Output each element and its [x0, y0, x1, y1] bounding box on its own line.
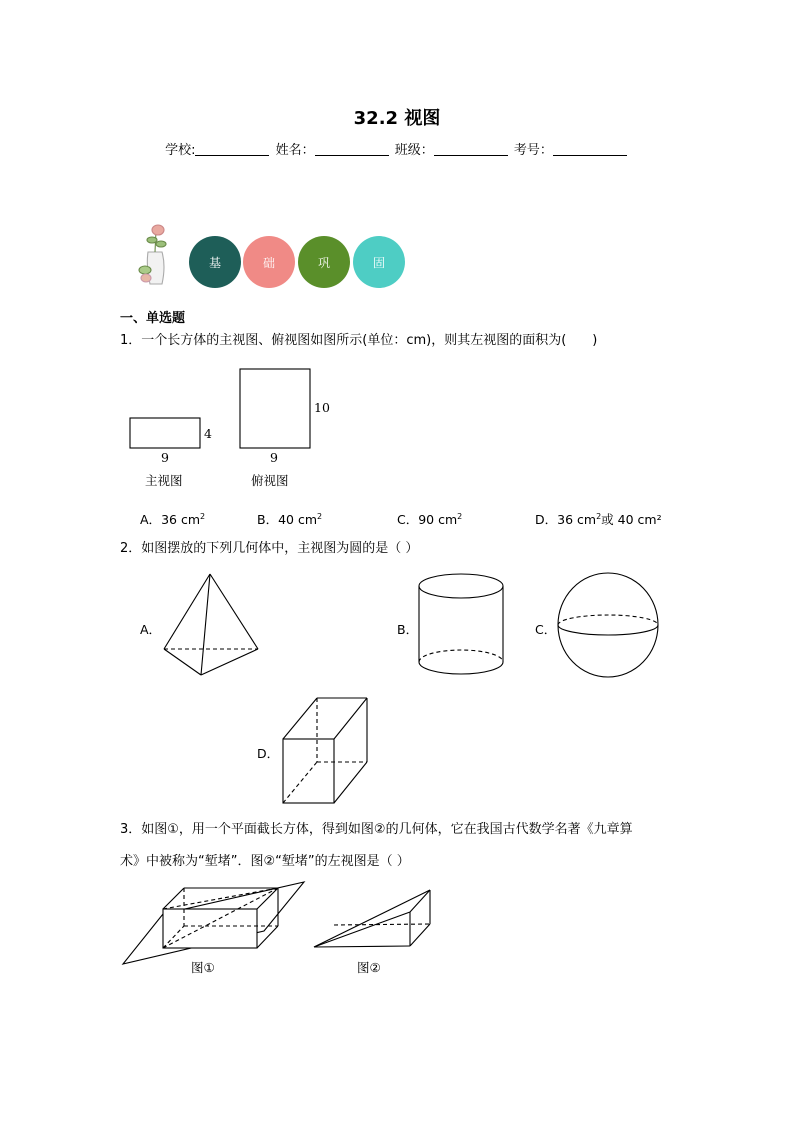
badge-gu: 固	[353, 236, 405, 288]
q1-option-d-text: 36 cm	[557, 512, 597, 527]
class-blank[interactable]	[434, 143, 508, 156]
q1-option-c-key: C．	[397, 512, 419, 527]
q1-front-view-figure	[128, 366, 328, 476]
q1-top-height-label: 10	[314, 400, 330, 415]
q2-label-d[interactable]: D．	[257, 746, 280, 761]
name-label: 姓名：	[275, 143, 315, 158]
q1-option-a[interactable]	[140, 510, 205, 528]
q2-label-c[interactable]: C．	[535, 622, 557, 637]
q1-option-b-text: 40 cm	[278, 512, 318, 527]
class-label: 班级：	[394, 143, 434, 158]
name-blank[interactable]	[315, 143, 389, 156]
vase-plant-icon	[138, 222, 178, 288]
q3-fig1-cut-cuboid	[121, 880, 306, 966]
q1-front-width-label: 9	[161, 450, 169, 465]
page-title: 32.2 视图	[353, 108, 441, 129]
q1-stem: 1．一个长方体的主视图、俯视图如图所示(单位：cm)，则其左视图的面积为( )	[120, 333, 598, 348]
q2-stem: 2．如图摆放的下列几何体中，主视图为圆的是（ ）	[120, 541, 419, 556]
student-info-line	[0, 139, 794, 158]
q1-option-d-sup: 2	[596, 511, 602, 521]
q1-front-height-label: 4	[204, 426, 212, 441]
q1-top-caption: 俯视图	[251, 473, 289, 488]
q2-cuboid-figure	[280, 696, 372, 808]
school-label: 学校:	[165, 143, 196, 158]
q1-top-width-label: 9	[270, 450, 278, 465]
q1-front-caption: 主视图	[145, 473, 183, 488]
q2-sphere-figure	[557, 572, 659, 680]
q1-option-a-key: A．	[140, 512, 162, 527]
q1-option-d-key: D．	[535, 512, 558, 527]
q3-stem-line1: 3．如图①，用一个平面截长方体，得到如图②的几何体，它在我国古代数学名著《九章算	[120, 822, 633, 837]
q1-option-c[interactable]	[397, 510, 462, 528]
badge-ji: 基	[189, 236, 241, 288]
exam-no-blank[interactable]	[553, 143, 627, 156]
q3-stem-line2: 术》中被称为“堑堵”．图②“堑堵”的左视图是（ ）	[120, 854, 410, 869]
q2-label-a[interactable]: A．	[140, 622, 162, 637]
section-heading: 一、单选题	[120, 311, 186, 326]
q1-option-a-sup: 2	[200, 511, 206, 521]
q1-option-b[interactable]	[257, 510, 322, 528]
q3-fig1-caption: 图①	[191, 960, 215, 975]
q1-option-c-sup: 2	[457, 511, 463, 521]
q3-fig2-qiandu	[312, 888, 437, 950]
q1-option-c-text: 90 cm	[418, 512, 458, 527]
q2-cylinder-figure	[418, 572, 508, 672]
badge-chu: 础	[243, 236, 295, 288]
q2-label-b[interactable]: B．	[397, 622, 419, 637]
q1-option-b-key: B．	[257, 512, 279, 527]
badge-gong: 巩	[298, 236, 350, 288]
q3-fig2-caption: 图②	[357, 960, 381, 975]
q1-option-a-text: 36 cm	[161, 512, 200, 527]
q1-option-b-sup: 2	[317, 511, 323, 521]
school-blank[interactable]	[195, 143, 269, 156]
q1-option-d[interactable]	[535, 510, 662, 528]
q2-pyramid-figure	[160, 572, 265, 682]
exam-no-label: 考号：	[513, 143, 553, 158]
q1-option-d-suffix: 或 40 cm²	[601, 512, 662, 527]
